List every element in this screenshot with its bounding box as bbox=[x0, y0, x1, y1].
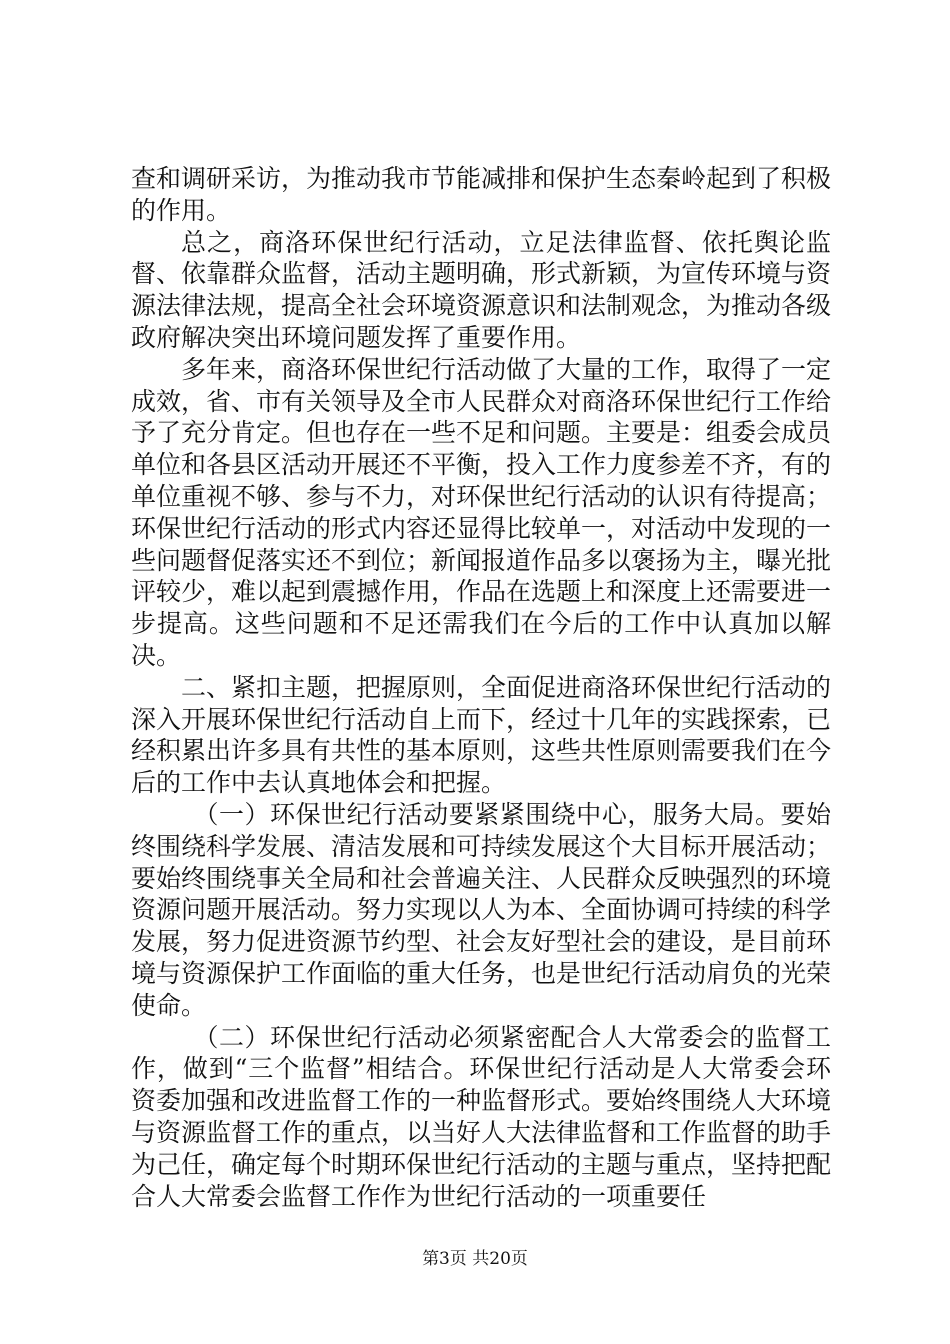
paragraph-item-two: （二）环保世纪行活动必须紧密配合人大常委会的监督工作，做到“三个监督”相结合。环保世纪行活动是人大常委会环资委加强和改进监督工作的一种监督形式。要始终围绕人大环境与资源监督工作的重点，以当好人大法律监督和工作监督的助手为己任，确定每个时期环保世纪行活动的主题与重点，坚持把配合人大常委会监督工作作为世纪行活动的一项重要任 bbox=[131, 1022, 832, 1211]
body-text bbox=[131, 163, 831, 1212]
paragraph-problems: 多年来，商洛环保世纪行活动做了大量的工作，取得了一定成效，省、市有关领导及全市人民群众对商洛环保世纪行工作给予了充分肯定。但也存在一些不足和问题。主要是：组委会成员单位和各县区活动开展还不平衡，投入工作力度参差不齐，有的单位重视不够、参与不力，对环保世纪行活动的认识有待提高；环保世纪行活动的形式内容还显得比较单一，对活动中发现的一些问题督促落实还不到位；新闻报道作品多以褒扬为主，曝光批评较少，难以起到震撼作用，作品在选题上和深度上还需要进一步提高。这些问题和不足还需我们在今后的工作中认真加以解决。 bbox=[131, 354, 832, 670]
paragraph-item-one: （一）环保世纪行活动要紧紧围绕中心，服务大局。要始终围绕科学发展、清洁发展和可持续发展这个大目标开展活动；要始终围绕事关全局和社会普遍关注、人民群众反映强烈的环境资源问题开展活动。努力实现以人为本、全面协调可持续的科学发展，努力促进资源节约型、社会友好型社会的建设，是目前环境与资源保护工作面临的重大任务，也是世纪行活动肩负的光荣使命。 bbox=[131, 799, 832, 1020]
page-footer: 第3页 共20页 bbox=[422, 1249, 528, 1269]
paragraph-summary: 总之，商洛环保世纪行活动，立足法律监督、依托舆论监督、依靠群众监督，活动主题明确，形式新颖，为宣传环境与资源法律法规，提高全社会环境资源意识和法制观念，为推动各级政府解决突出环境问题发挥了重要作用。 bbox=[131, 227, 832, 352]
paragraph-section-two: 二、紧扣主题，把握原则，全面促进商洛环保世纪行活动的深入开展环保世纪行活动自上而下，经过十几年的实践探索，已经积累出许多具有共性的基本原则，这些共性原则需要我们在今后的工作中去认真地体会和把握。 bbox=[131, 672, 832, 798]
paragraph-continued: 查和调研采访，为推动我市节能减排和保护生态秦岭起到了积极的作用。 bbox=[131, 164, 832, 225]
